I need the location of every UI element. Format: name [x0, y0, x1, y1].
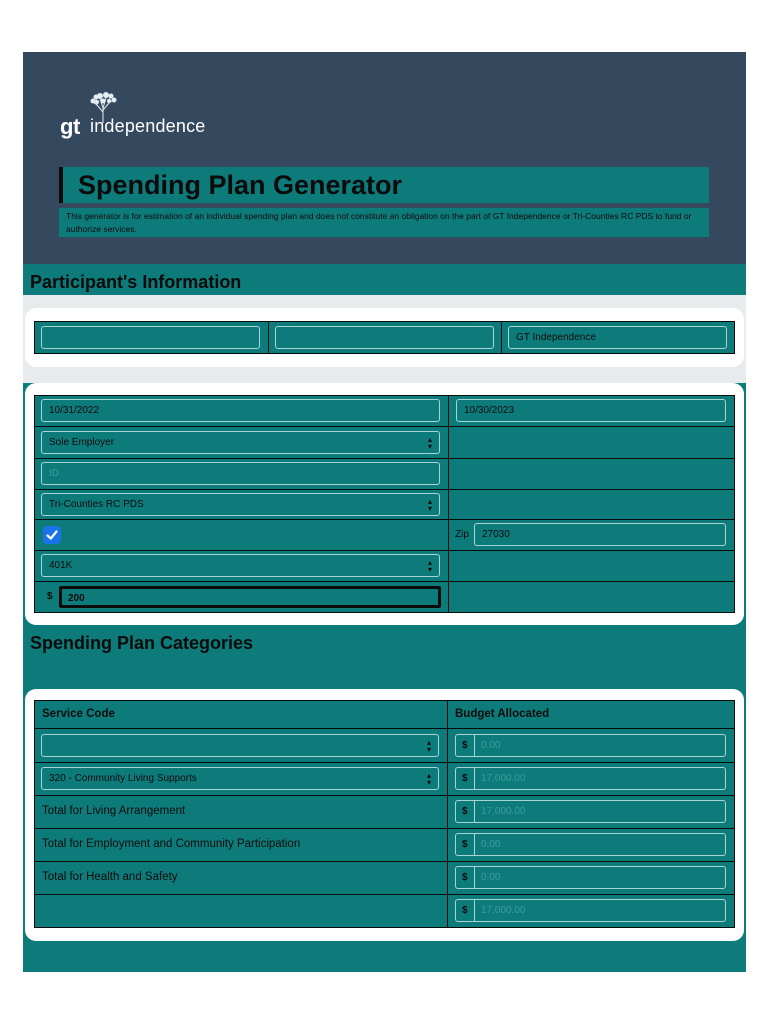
- categories-table: [34, 700, 735, 928]
- table-row: [35, 796, 734, 829]
- budget-value: 0.00: [474, 735, 725, 756]
- budget-total-field: [455, 833, 726, 856]
- categories-section-title: Spending Plan Categories: [30, 633, 254, 653]
- budget-total-field: [455, 800, 726, 823]
- details-row: [35, 582, 734, 612]
- table-row: [35, 829, 734, 862]
- total-employment-label: Total for Employment and Community Participation: [42, 838, 301, 850]
- table-header-row: [35, 701, 734, 729]
- participant-details-grid: [34, 395, 735, 613]
- participant-card-details: [25, 383, 744, 625]
- gt-independence-logo: [60, 90, 220, 146]
- total-health-safety-label: Total for Health and Safety: [42, 871, 178, 883]
- budget-allocated-header: Budget Allocated: [455, 708, 550, 720]
- details-row: [35, 459, 734, 490]
- budget-input[interactable]: [455, 734, 726, 757]
- budget-value: 0.00: [474, 867, 725, 888]
- employer-type-value: Sole Employer: [49, 437, 115, 448]
- page-header: [23, 52, 746, 264]
- details-row: [35, 520, 734, 551]
- currency-symbol: $: [462, 773, 468, 784]
- currency-symbol: $: [462, 872, 468, 883]
- participant-section-title: Participant's Information: [30, 272, 242, 292]
- logo-wordmark: independence: [90, 116, 206, 136]
- id-input[interactable]: ID: [41, 462, 440, 485]
- details-row: [35, 396, 734, 427]
- grid-divider: [501, 322, 502, 353]
- table-row: [35, 895, 734, 927]
- service-code-select[interactable]: [41, 734, 439, 757]
- disclaimer-text: This generator is for estimation of an individual spending plan and does not constitute an obligation on the part of GT Independence or Tri-Counties RC PDS to fund or authorize services.: [59, 208, 709, 237]
- checkmark-icon: [45, 528, 59, 542]
- budget-total-field: [455, 866, 726, 889]
- select-chevron-icon: ▴ ▾: [427, 558, 432, 574]
- budget-value: 17,000.00: [474, 768, 725, 789]
- amount-input[interactable]: 200: [59, 586, 441, 608]
- budget-value: 0.00: [474, 834, 725, 855]
- end-date-input[interactable]: 10/30/2023: [456, 399, 726, 422]
- currency-symbol: $: [462, 839, 468, 850]
- zip-input[interactable]: 27030: [474, 523, 726, 546]
- currency-symbol: $: [462, 806, 468, 817]
- select-chevron-icon: ▴ ▾: [426, 738, 431, 754]
- page-title: Spending Plan Generator: [78, 170, 403, 200]
- table-row: [35, 729, 734, 763]
- participant-first-name-input[interactable]: [41, 326, 260, 349]
- zip-label: Zip: [455, 529, 469, 540]
- grid-divider: [268, 322, 269, 353]
- table-row: [35, 862, 734, 895]
- select-chevron-icon: ▴ ▾: [427, 497, 432, 513]
- participant-last-name-input[interactable]: [275, 326, 494, 349]
- employer-type-select[interactable]: [41, 431, 440, 454]
- select-chevron-icon: ▴ ▾: [426, 771, 431, 787]
- select-chevron-icon: ▴ ▾: [427, 435, 432, 451]
- currency-symbol: $: [462, 740, 468, 751]
- retirement-plan-value: 401K: [49, 560, 73, 571]
- details-row: [35, 490, 734, 520]
- participant-card-top: [25, 308, 744, 367]
- currency-symbol: $: [462, 905, 468, 916]
- currency-symbol: $: [47, 591, 53, 602]
- details-row: [35, 551, 734, 582]
- retirement-plan-select[interactable]: [41, 554, 440, 577]
- grand-total-field: [455, 899, 726, 922]
- service-code-select[interactable]: [41, 767, 439, 790]
- details-row: [35, 427, 734, 459]
- regional-center-value: Tri-Counties RC PDS: [49, 499, 144, 510]
- categories-card: [25, 689, 744, 941]
- spending-plan-page: [23, 52, 746, 972]
- fms-provider-input[interactable]: GT Independence: [508, 326, 727, 349]
- confirm-checkbox[interactable]: [43, 526, 61, 544]
- budget-input[interactable]: [455, 767, 726, 790]
- regional-center-select[interactable]: [41, 493, 440, 516]
- service-code-header: Service Code: [42, 708, 115, 720]
- page-title-bar: [59, 167, 709, 203]
- start-date-input[interactable]: 10/31/2022: [41, 399, 440, 422]
- logo-gt-text: gt: [60, 114, 80, 139]
- budget-value: 17,000.00: [474, 900, 725, 921]
- participant-top-grid: [34, 321, 735, 354]
- table-row: [35, 763, 734, 796]
- budget-value: 17,000.00: [474, 801, 725, 822]
- total-living-arrangement-label: Total for Living Arrangement: [42, 805, 186, 817]
- service-code-value: 320 - Community Living Supports: [49, 773, 197, 784]
